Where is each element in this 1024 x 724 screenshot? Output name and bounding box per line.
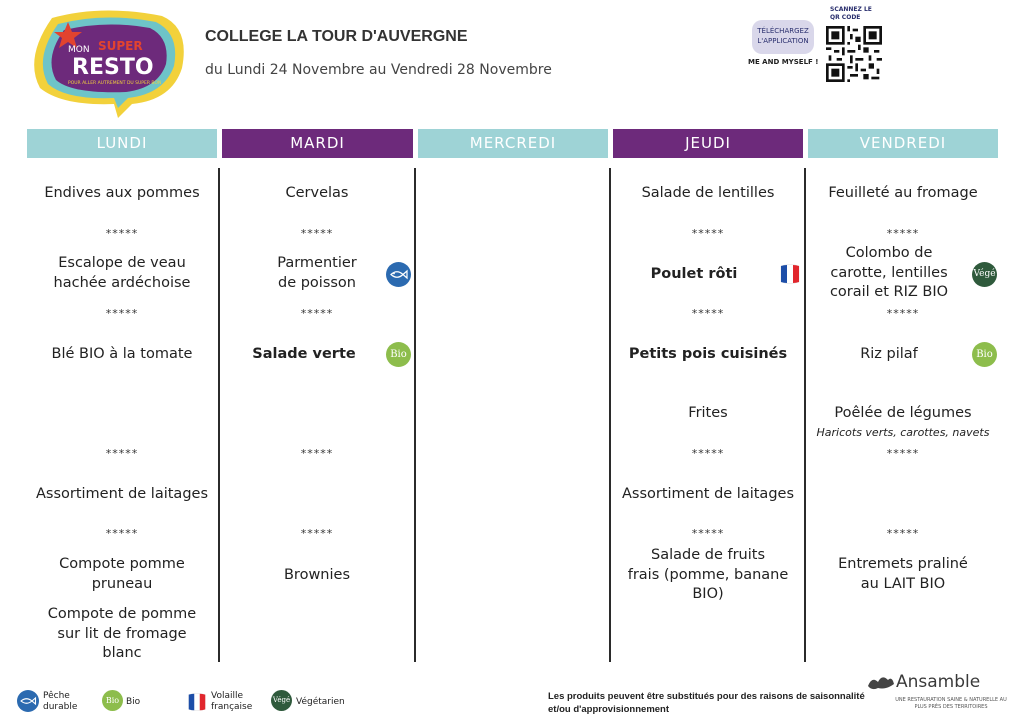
separator: ***** <box>886 227 920 240</box>
jeudi-main: Poulet rôti <box>650 266 738 282</box>
lundi-side: Blé BIO à la tomate <box>51 346 193 362</box>
day-header-jeudi: JEUDI <box>613 129 803 158</box>
footnote-line-1: Les produits peuvent être substitués pour des raisons de saisonnalité <box>548 691 865 702</box>
separator: ***** <box>691 527 725 540</box>
lundi-dessert-alt <box>22 605 222 664</box>
separator: ***** <box>300 227 334 240</box>
jeudi-starter: Salade de lentilles <box>641 185 775 201</box>
footnote-line-2: et/ou d'approvisionnement <box>548 704 670 715</box>
separator: ***** <box>105 447 139 460</box>
jeudi-dessert-line-2: frais (pomme, banane <box>627 566 789 583</box>
separator: ***** <box>300 527 334 540</box>
lundi-dessert-alt-line-1: Compote de pomme <box>47 606 197 622</box>
sustainable-fishing-icon <box>386 262 411 287</box>
mardi-starter: Cervelas <box>285 185 349 201</box>
scan-line-2: QR CODE <box>830 14 861 21</box>
separator: ***** <box>300 447 334 460</box>
legend-fish-label <box>43 691 77 713</box>
legend-fish-icon <box>17 690 39 712</box>
scan-instruction <box>830 6 890 22</box>
vendredi-starter: Feuilleté au fromage <box>828 185 978 201</box>
vendredi-main-line-1: Colombo de <box>845 245 933 261</box>
separator: ***** <box>886 447 920 460</box>
separator: ***** <box>691 307 725 320</box>
jeudi-dessert-line-1: Salade de fruits <box>651 547 765 563</box>
logo-text-mon: MON <box>68 45 90 55</box>
mon-super-resto-logo <box>22 8 187 120</box>
day-header-mercredi: MERCREDI <box>418 129 608 158</box>
separator: ***** <box>691 227 725 240</box>
day-header-vendredi: VENDREDI <box>808 129 998 158</box>
vendredi-dessert-line-2: au LAIT BIO <box>860 575 946 592</box>
page-title: COLLEGE LA TOUR D'AUVERGNE <box>205 28 468 45</box>
separator: ***** <box>691 447 725 460</box>
lundi-starter: Endives aux pommes <box>44 185 200 201</box>
logo-text-super: SUPER <box>98 39 143 53</box>
mardi-main <box>222 254 412 293</box>
separator: ***** <box>886 307 920 320</box>
logo-text-resto: RESTO <box>72 55 154 80</box>
logo-tagline: POUR ALLER AUTREMENT DU SUPER BON <box>68 81 162 86</box>
vendredi-side: Riz pilaf <box>860 346 918 362</box>
legend-poultry-icon <box>186 691 208 713</box>
lundi-dessert-alt-line-2: sur lit de fromage <box>57 625 187 642</box>
legend-fish-line-2: durable <box>43 702 78 712</box>
day-header-lundi: LUNDI <box>27 129 217 158</box>
lundi-dessert <box>22 555 222 594</box>
jeudi-side: Petits pois cuisinés <box>628 346 788 362</box>
vendredi-side-2: Poêlée de légumes <box>834 405 972 421</box>
jeudi-side-2: Frites <box>688 405 728 421</box>
separator: ***** <box>300 307 334 320</box>
legend-vege-icon: Végé <box>271 690 292 711</box>
legend-bio-label: Bio <box>126 697 141 707</box>
jeudi-dessert <box>611 546 805 605</box>
legend-fish-line-1: Pêche <box>43 691 70 701</box>
download-app-line-2: L'APPLICATION <box>757 37 809 45</box>
vendredi-side-2-note: Haricots verts, carottes, navets <box>816 426 990 439</box>
legend-poultry-label <box>211 691 252 713</box>
mardi-main-line-2: de poisson <box>277 274 356 291</box>
day-header-mardi: MARDI <box>222 129 413 158</box>
mardi-side: Salade verte <box>252 346 356 362</box>
ensemble-tagline: UNE RESTAURATION SAINE & NATURELLE AU PLUS PRÈS DES TERRITOIRES <box>895 697 1007 710</box>
legend-poultry-line-2: française <box>211 702 253 712</box>
lundi-dessert-alt-line-3: blanc <box>102 645 142 661</box>
scan-line-1: SCANNEZ LE <box>830 6 872 13</box>
separator: ***** <box>886 527 920 540</box>
separator: ***** <box>105 227 139 240</box>
vegetarian-label-icon: Végé <box>972 262 997 287</box>
jeudi-dairy: Assortiment de laitages <box>621 486 795 502</box>
lundi-main-line-2: hachée ardéchoise <box>53 274 191 291</box>
lundi-dessert-line-2: pruneau <box>91 575 153 592</box>
substitution-footnote <box>548 690 878 716</box>
legend-bio-icon: Bio <box>102 690 123 711</box>
vendredi-dessert <box>806 555 1000 594</box>
lundi-dairy: Assortiment de laitages <box>35 486 209 502</box>
vendredi-main-line-3: corail et RIZ BIO <box>829 284 949 300</box>
bio-label-icon: Bio <box>972 342 997 367</box>
legend-vege-label: Végétarien <box>296 697 345 707</box>
week-range: du Lundi 24 Novembre au Vendredi 28 Novembre <box>205 62 552 78</box>
vendredi-main-line-2: carotte, lentilles <box>830 264 948 281</box>
qr-code-icon[interactable] <box>826 26 882 82</box>
app-brand: ME AND MYSELF ! <box>748 58 819 66</box>
bio-label-icon: Bio <box>386 342 411 367</box>
column-divider <box>414 168 416 662</box>
lundi-main <box>22 254 222 293</box>
french-poultry-icon <box>778 262 802 286</box>
separator: ***** <box>105 527 139 540</box>
ensemble-brand: Ansamble <box>896 672 981 692</box>
jeudi-dessert-line-3: BIO) <box>692 586 724 602</box>
download-app-line-1: TÉLÉCHARGEZ <box>757 27 809 35</box>
legend-poultry-line-1: Volaille <box>211 691 244 701</box>
download-app-bubble <box>752 20 814 54</box>
vendredi-main <box>806 244 972 303</box>
vendredi-dessert-line-1: Entremets praliné <box>838 556 968 572</box>
ensemble-logo-icon <box>866 672 896 692</box>
separator: ***** <box>105 307 139 320</box>
lundi-main-line-1: Escalope de veau <box>58 255 186 271</box>
mardi-dessert: Brownies <box>283 567 350 583</box>
mardi-main-line-1: Parmentier <box>277 255 357 271</box>
lundi-dessert-line-1: Compote pomme <box>59 556 185 572</box>
